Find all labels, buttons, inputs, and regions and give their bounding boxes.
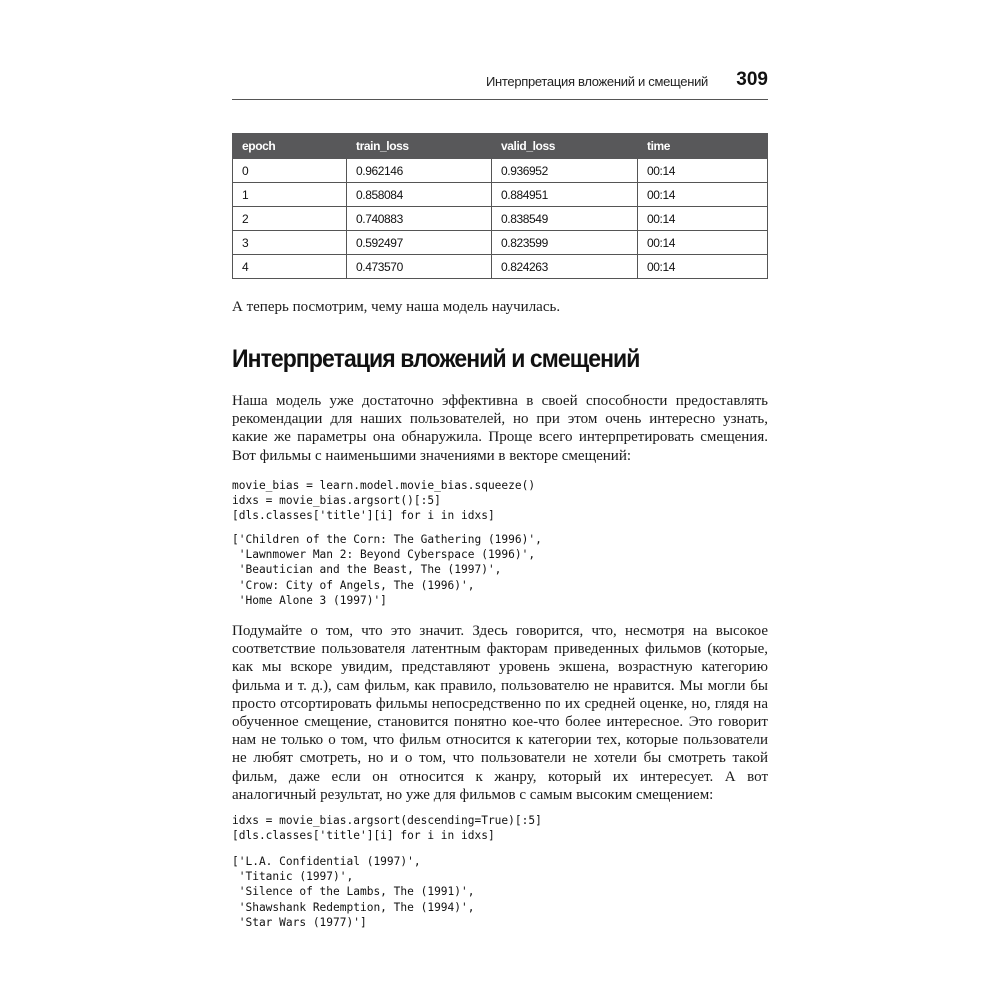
table-cell: 0.823599 <box>492 231 638 255</box>
intro-text: А теперь посмотрим, чему наша модель научилась. <box>232 299 561 315</box>
column-header: train_loss <box>347 134 492 159</box>
table-cell: 0.473570 <box>347 255 492 279</box>
table-cell: 0.962146 <box>347 159 492 183</box>
table-cell: 0.936952 <box>492 159 638 183</box>
table-row <box>233 159 768 183</box>
section-title: Интерпретация вложений и смещений <box>232 345 640 373</box>
table-row <box>233 255 768 279</box>
table-cell: 00:14 <box>638 183 768 207</box>
code-block: movie_bias = learn.model.movie_bias.squeeze() idxs = movie_bias.argsort()[:5] [dls.classes['title'][i] for i in idxs] <box>232 479 536 523</box>
column-header: time <box>638 134 768 159</box>
column-header: valid_loss <box>492 134 638 159</box>
table-cell: 0.838549 <box>492 207 638 231</box>
table-row <box>233 183 768 207</box>
table-cell: 4 <box>233 255 347 279</box>
table-cell: 2 <box>233 207 347 231</box>
table-cell: 0 <box>233 159 347 183</box>
running-header <box>232 66 768 100</box>
page-number: 309 <box>736 69 768 90</box>
body-paragraph: Подумайте о том, что это значит. Здесь говорится, что, несмотря на высокое соответствие пользователя латентным факторам приведенных фильмов (которые, как мы вскоре увидим, представляют уровень экшена, возрастную категорию фильма и т. д.), сам фильм, как правило, пользователю не нравится. Мы могли бы просто отсортировать фильмы непосредственно по их средней оценке, но, глядя на обученное смещение, становится понятно кое-что более интересное. Это говорит нам не только о том, что фильм относится к категории тех, которые пользователи не любят смотреть, но и о том, что пользователи не хотели бы смотреть такой фильм, даже если он относится к жанру, который их интересует. А вот аналогичный результат, но уже для фильмов с самым высоким смещением: <box>232 623 768 803</box>
running-title: Интерпретация вложений и смещений <box>485 74 708 89</box>
table-cell: 0.884951 <box>492 183 638 207</box>
code-block: idxs = movie_bias.argsort(descending=True)[:5] [dls.classes['title'][i] for i in idxs] <box>232 814 542 843</box>
table-cell: 1 <box>233 183 347 207</box>
table-cell: 0.592497 <box>347 231 492 255</box>
table-cell: 0.740883 <box>347 207 492 231</box>
table-cell: 0.858084 <box>347 183 492 207</box>
table-row <box>233 207 768 231</box>
table-cell: 3 <box>233 231 347 255</box>
table-cell: 00:14 <box>638 255 768 279</box>
table-header-row <box>233 134 768 159</box>
table-row <box>233 231 768 255</box>
table-cell: 00:14 <box>638 207 768 231</box>
code-output: ['Children of the Corn: The Gathering (1996)', 'Lawnmower Man 2: Beyond Cyberspace (1996)', 'Beautician and the Beast, The (1997)', 'Crow: City of Angels, The (1996)', 'Home Alone 3 (1997)'] <box>232 533 542 607</box>
table-cell: 00:14 <box>638 231 768 255</box>
code-output: ['L.A. Confidential (1997)', 'Titanic (1997)', 'Silence of the Lambs, The (1991)', 'Shawshank Redemption, The (1994)', 'Star Wars (1977)'] <box>232 855 475 929</box>
table-cell: 00:14 <box>638 159 768 183</box>
table-cell: 0.824263 <box>492 255 638 279</box>
column-header: epoch <box>233 134 347 159</box>
training-results-table <box>232 133 768 279</box>
body-paragraph: Наша модель уже достаточно эффективна в своей способности предоставлять рекомендации для наших пользователей, но при этом очень интересно узнать, какие же параметры она обнаружила. Проще всего интерпретировать смещения. Вот фильмы с наименьшими значениями в векторе смещений: <box>232 393 768 464</box>
